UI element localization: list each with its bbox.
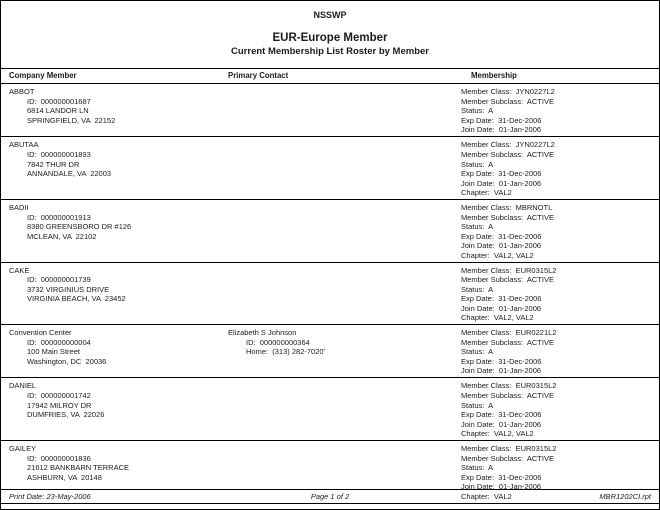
member-class: Member Class: MBRNOTL bbox=[461, 202, 553, 212]
chapter: Chapter: VAL2, VAL2 bbox=[461, 429, 534, 439]
member-row bbox=[1, 325, 659, 378]
join-date: Join Date: 01-Jan-2006 bbox=[461, 241, 542, 251]
row-spacer bbox=[9, 241, 228, 251]
exp-date: Exp Date: 31-Dec-2006 bbox=[461, 356, 542, 366]
contact-home-phone: Home: (313) 282-7020' bbox=[246, 347, 325, 357]
member-subclass: Member Subclass: ACTIVE bbox=[461, 391, 554, 401]
membership-cell bbox=[461, 140, 651, 198]
member-row bbox=[1, 200, 659, 263]
company-id: ID: 000000001687 bbox=[27, 96, 91, 106]
company-cell bbox=[9, 381, 228, 439]
company-address-line2: MCLEAN, VA 22102 bbox=[27, 231, 97, 241]
join-date: Join Date: 01-Jan-2006 bbox=[461, 482, 542, 492]
join-date: Join Date: 01-Jan-2006 bbox=[461, 366, 542, 376]
primary-contact-cell bbox=[228, 381, 461, 439]
membership-cell bbox=[461, 266, 651, 324]
member-subclass: Member Subclass: ACTIVE bbox=[461, 212, 554, 222]
row-spacer bbox=[9, 125, 228, 135]
join-date: Join Date: 01-Jan-2006 bbox=[461, 419, 542, 429]
member-class: Member Class: JYN0227L2 bbox=[461, 87, 555, 96]
row-spacer bbox=[9, 366, 228, 376]
primary-contact-cell bbox=[228, 328, 461, 376]
exp-date: Exp Date: 31-Dec-2006 bbox=[461, 410, 542, 420]
exp-date: Exp Date: 31-Dec-2006 bbox=[461, 294, 542, 304]
contact-id: ID: 000000000364 bbox=[246, 337, 310, 347]
company-address-line1: 3732 VIRGINIUS DRIVE bbox=[27, 284, 110, 294]
member-status: Status: A bbox=[461, 222, 494, 232]
company-address-line2: VIRGINIA BEACH, VA 23452 bbox=[27, 294, 126, 304]
column-header-primary-contact: Primary Contact bbox=[228, 71, 289, 80]
chapter: Chapter: VAL2 bbox=[461, 188, 512, 198]
membership-cell bbox=[461, 203, 651, 261]
page-number: Page 1 of 2 bbox=[310, 492, 350, 501]
row-spacer bbox=[9, 420, 228, 430]
company-name: ABUTAA bbox=[9, 140, 39, 150]
member-class: Member Class: EUR0315L2 bbox=[461, 381, 557, 391]
chapter: Chapter: VAL2 bbox=[461, 491, 512, 501]
member-status: Status: A bbox=[461, 347, 494, 357]
company-address-line1: 21612 BANKBARN TERRACE bbox=[27, 463, 129, 473]
company-id: ID: 000000001836 bbox=[27, 453, 91, 463]
exp-date: Exp Date: 31-Dec-2006 bbox=[461, 169, 542, 179]
member-row bbox=[1, 378, 659, 441]
report-subtitle: Current Membership List Roster by Member bbox=[231, 46, 429, 57]
membership-cell bbox=[461, 328, 651, 376]
member-status: Status: A bbox=[461, 159, 494, 169]
company-address-line2: Washington, DC 20036 bbox=[27, 356, 107, 366]
member-status: Status: A bbox=[461, 400, 494, 410]
member-class: Member Class: EUR0315L2 bbox=[461, 265, 557, 275]
company-id: ID: 000000001893 bbox=[27, 149, 91, 159]
member-status: Status: A bbox=[461, 284, 494, 294]
company-cell bbox=[9, 328, 228, 376]
company-address-line2: SPRINGFIELD, VA 22152 bbox=[27, 115, 116, 125]
company-name: BADII bbox=[9, 202, 29, 212]
member-subclass: Member Subclass: ACTIVE bbox=[461, 453, 554, 463]
join-date: Join Date: 01-Jan-2006 bbox=[461, 303, 542, 313]
member-row bbox=[1, 137, 659, 200]
company-address-line2: ASHBURN, VA 20148 bbox=[27, 472, 102, 482]
member-status: Status: A bbox=[461, 106, 494, 116]
member-class: Member Class: EUR0221L2 bbox=[461, 328, 557, 338]
member-row bbox=[1, 263, 659, 326]
chapter: Chapter: VAL2, VAL2 bbox=[461, 313, 534, 323]
report-title: EUR-Europe Member bbox=[272, 32, 388, 44]
primary-contact-cell bbox=[228, 266, 461, 324]
join-date: Join Date: 01-Jan-2006 bbox=[461, 178, 542, 188]
company-id: ID: 000000001913 bbox=[27, 212, 91, 222]
org-name: NSSWP bbox=[313, 10, 347, 20]
exp-date: Exp Date: 31-Dec-2006 bbox=[461, 231, 542, 241]
primary-contact-cell bbox=[228, 87, 461, 135]
member-class: Member Class: EUR0315L2 bbox=[461, 444, 557, 453]
company-address-line2: ANNANDALE, VA 22003 bbox=[27, 169, 112, 179]
exp-date: Exp Date: 31-Dec-2006 bbox=[461, 472, 542, 482]
company-cell bbox=[9, 87, 228, 135]
company-address-line1: 17942 MILROY DR bbox=[27, 400, 92, 410]
company-id: ID: 000000001739 bbox=[27, 275, 91, 285]
member-subclass: Member Subclass: ACTIVE bbox=[461, 337, 554, 347]
company-name: ABBOT bbox=[9, 87, 35, 96]
member-status: Status: A bbox=[461, 463, 494, 473]
member-subclass: Member Subclass: ACTIVE bbox=[461, 96, 554, 106]
column-header-company-member: Company Member bbox=[9, 71, 77, 80]
join-date: Join Date: 01-Jan-2006 bbox=[461, 125, 542, 135]
company-name: CAKE bbox=[9, 265, 30, 275]
company-address-line1: 7842 THUR DR bbox=[27, 159, 80, 169]
print-date: Print Date: 23-May-2006 bbox=[9, 492, 91, 501]
company-address-line1: 100 Main Street bbox=[27, 347, 80, 357]
company-name: DANIEL bbox=[9, 381, 37, 391]
member-class: Member Class: JYN0227L2 bbox=[461, 140, 555, 150]
membership-cell bbox=[461, 87, 651, 135]
member-subclass: Member Subclass: ACTIVE bbox=[461, 149, 554, 159]
company-name: GAILEY bbox=[9, 444, 37, 453]
member-subclass: Member Subclass: ACTIVE bbox=[461, 275, 554, 285]
company-cell bbox=[9, 140, 228, 198]
member-table-body bbox=[1, 84, 659, 504]
company-address-line2: DUMFRIES, VA 22026 bbox=[27, 410, 105, 420]
exp-date: Exp Date: 31-Dec-2006 bbox=[461, 115, 542, 125]
report-footer bbox=[1, 489, 659, 509]
company-cell bbox=[9, 203, 228, 261]
primary-contact-cell bbox=[228, 140, 461, 198]
company-address-line1: 8380 GREENSBORO DR #126 bbox=[27, 222, 132, 232]
company-id: ID: 000000001742 bbox=[27, 391, 91, 401]
member-row bbox=[1, 84, 659, 137]
primary-contact-cell bbox=[228, 203, 461, 261]
report-header bbox=[1, 1, 659, 57]
company-cell bbox=[9, 266, 228, 324]
row-spacer bbox=[9, 179, 228, 189]
contact-name: Elizabeth S Johnson bbox=[228, 328, 297, 338]
chapter: Chapter: VAL2, VAL2 bbox=[461, 250, 534, 260]
company-address-line1: 6814 LANDOR LN bbox=[27, 106, 89, 116]
company-id: ID: 000000000004 bbox=[27, 337, 91, 347]
report-file-name: MBR1202CI.rpt bbox=[599, 492, 651, 501]
column-header-membership: Membership bbox=[471, 71, 517, 80]
table-column-header bbox=[1, 68, 659, 84]
row-spacer bbox=[9, 304, 228, 314]
company-name: Convention Center bbox=[9, 328, 72, 338]
membership-cell bbox=[461, 381, 651, 439]
